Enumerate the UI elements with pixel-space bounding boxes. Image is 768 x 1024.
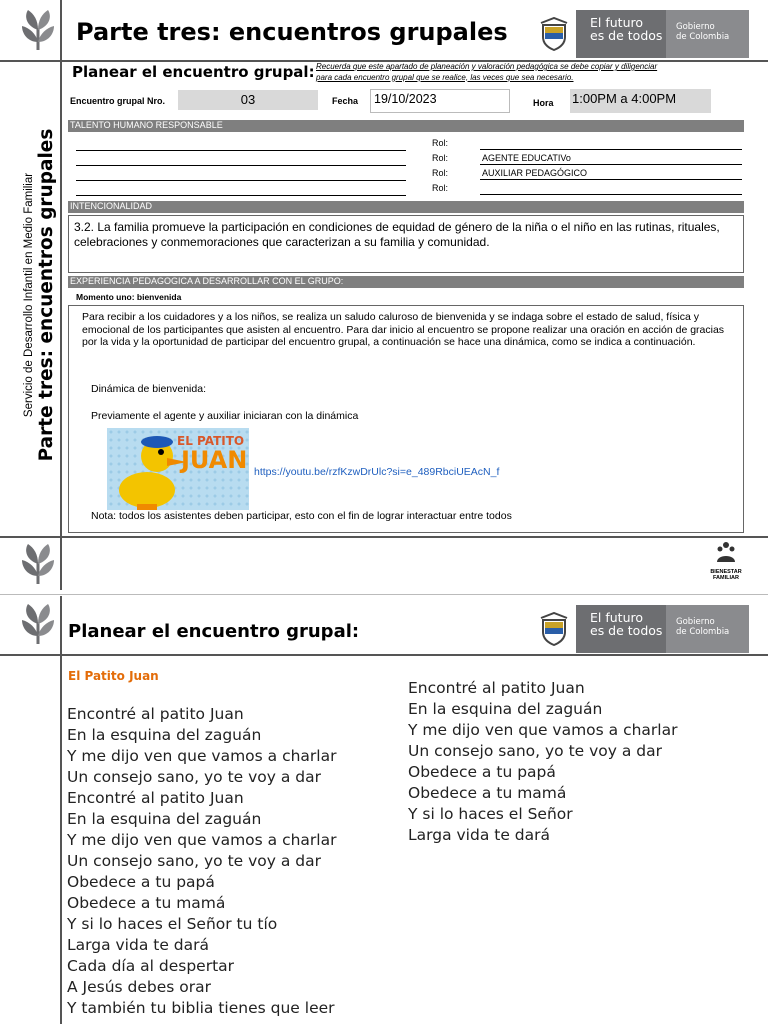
header-divider [60,596,62,654]
talento-bar: TALENTO HUMANO RESPONSABLE [68,120,744,132]
experiencia-bar: EXPERIENCIA PEDAGOGICA A DESARROLLAR CON EL GRUPO: [68,276,744,288]
song-line: Y si lo haces el Señor tu tío [67,915,278,933]
song-line: En la esquina del zaguán [408,700,603,718]
thumb-title-1: EL PATITO [177,434,245,448]
song-line: Un consejo sano, yo te voy a dar [67,852,322,870]
dinamica-label: Dinámica de bienvenida: [91,383,206,395]
form-heading: Planear el encuentro grupal: [72,63,315,81]
song-line: Larga vida te dará [408,826,550,844]
song-lyrics-left [67,704,397,1019]
header-rule [0,654,768,656]
encuentro-field[interactable]: 03 [178,90,318,110]
gov-name [666,605,749,653]
fecha-label: Fecha [332,96,359,106]
gov-name [666,10,749,58]
colombia-shield-icon [532,605,576,653]
bienestar-line2: FAMILIAR [713,575,739,581]
song-line: Y me dijo ven que vamos a charlar [67,831,337,849]
song-line: Obedece a tu mamá [67,894,226,912]
rol-label: Rol: [432,153,449,163]
rol-line [480,179,742,180]
song-line: Y me dijo ven que vamos a charlar [408,721,678,739]
hora-field[interactable]: 1:00PM a 4:00PM [570,89,711,113]
rol-value[interactable]: AUXILIAR PEDAGÓGICO [482,168,588,178]
talento-line [76,195,406,196]
rol-label: Rol: [432,183,449,193]
rol-line [480,149,742,150]
intencionalidad-text: 3.2. La familia promueve la participación en condiciones de equidad de género de la niña o el niño en las rutinas, rituales, celebraciones y conmemoraciones que caracterizan a su familia y comunidad. [74,220,720,249]
song-line: Larga vida te dará [67,936,209,954]
gov-name-line2: de Colombia [676,32,730,42]
leaf-icon [18,602,58,646]
header-divider [60,0,62,60]
gov-logo [532,10,749,58]
leaf-icon [18,8,58,52]
previamente-text: Previamente el agente y auxiliar iniciaran con la dinámica [91,410,359,422]
page2-heading: Planear el encuentro grupal: [68,621,360,642]
hora-label: Hora [533,98,554,108]
song-line: En la esquina del zaguán [67,810,262,828]
sidebar-divider [60,654,62,1024]
intencionalidad-bar: INTENCIONALIDAD [68,201,744,213]
form-note [316,62,746,83]
momento-label: Momento uno: bienvenida [76,292,182,302]
sidebar-text [22,85,62,505]
song-line: Encontré al patito Juan [408,679,585,697]
thumb-title-2: JUAN [181,446,248,474]
gov-logo [532,605,749,653]
gov-slogan-line1: El futuro [590,15,644,30]
footer-rule [0,536,768,538]
gov-slogan-line2: es de todos [590,623,663,638]
bienestar-line1: BIENESTAR [710,569,742,575]
rol-value[interactable]: AGENTE EDUCATIVo [482,153,571,163]
gov-slogan-line1: El futuro [590,610,644,625]
colombia-shield-icon [532,10,576,58]
talento-line [76,180,406,181]
rol-line [480,164,742,165]
leaf-icon [18,542,58,586]
gov-slogan-line2: es de todos [590,28,663,43]
nota-text: Nota: todos los asistentes deben participar, esto con el fin de lograr interactuar entre todos [91,510,512,522]
sidebar-line1: Servicio de Desarrollo Infantil en Medio Familiar [23,172,35,418]
sidebar-line2: Parte tres: encuentros grupales [36,128,57,462]
bienestar-icon [714,540,738,564]
momento-text: Para recibir a los cuidadores y a los niños, se realiza un saludo caluroso de bienvenida y se indaga sobre el estado de salud, física y emocional de los participantes que asisten al encuentro. Para dar inicio al encuentro se propone realizar una oración en acción de gracias por la vida y la oportunidad de participar del encuentro grupal, a continuación se hace una dinámica, como se indica a continuación. [82,311,725,348]
song-line: Un consejo sano, yo te voy a dar [67,768,322,786]
song-line: Obedece a tu papá [408,763,556,781]
encuentro-label: Encuentro grupal Nro. [70,96,166,106]
gov-name-line1: Gobierno [676,617,715,627]
video-link[interactable]: https://youtu.be/rzfKzwDrUlc?si=e_489RbciUEAcN_f [254,466,500,478]
rol-label: Rol: [432,168,449,178]
bienestar-logo [706,540,746,586]
song-line: Y me dijo ven que vamos a charlar [67,747,337,765]
song-line: Un consejo sano, yo te voy a dar [408,742,663,760]
song-line: Y también tu biblia tienes que leer [67,999,335,1017]
song-line: Obedece a tu papá [67,873,215,891]
fecha-field[interactable]: 19/10/2023 [370,89,510,113]
page-break [0,594,768,595]
song-line: Obedece a tu mamá [408,784,567,802]
song-line: Encontré al patito Juan [67,705,244,723]
song-lyrics-right [408,678,748,846]
form-note-line2: para cada encuentro grupal que se realice, las veces que sea necesario. [316,72,574,82]
footer-divider [60,536,62,590]
page-title: Parte tres: encuentros grupales [76,18,508,46]
song-line: Cada día al despertar [67,957,235,975]
gov-name-line1: Gobierno [676,22,715,32]
song-line: En la esquina del zaguán [67,726,262,744]
talento-line [76,165,406,166]
talento-line [76,150,406,151]
rol-label: Rol: [432,138,449,148]
rol-line [480,194,742,195]
song-line: Y si lo haces el Señor [408,805,573,823]
video-thumbnail[interactable] [107,428,249,510]
gov-slogan [576,605,666,653]
form-note-line1: Recuerda que este apartado de planeación y valoración pedagógica se debe copiar y diligenciar [316,62,658,71]
song-line: Encontré al patito Juan [67,789,244,807]
gov-name-line2: de Colombia [676,627,730,637]
gov-slogan [576,10,666,58]
song-line: A Jesús debes orar [67,978,212,996]
song-title: El Patito Juan [68,669,159,683]
